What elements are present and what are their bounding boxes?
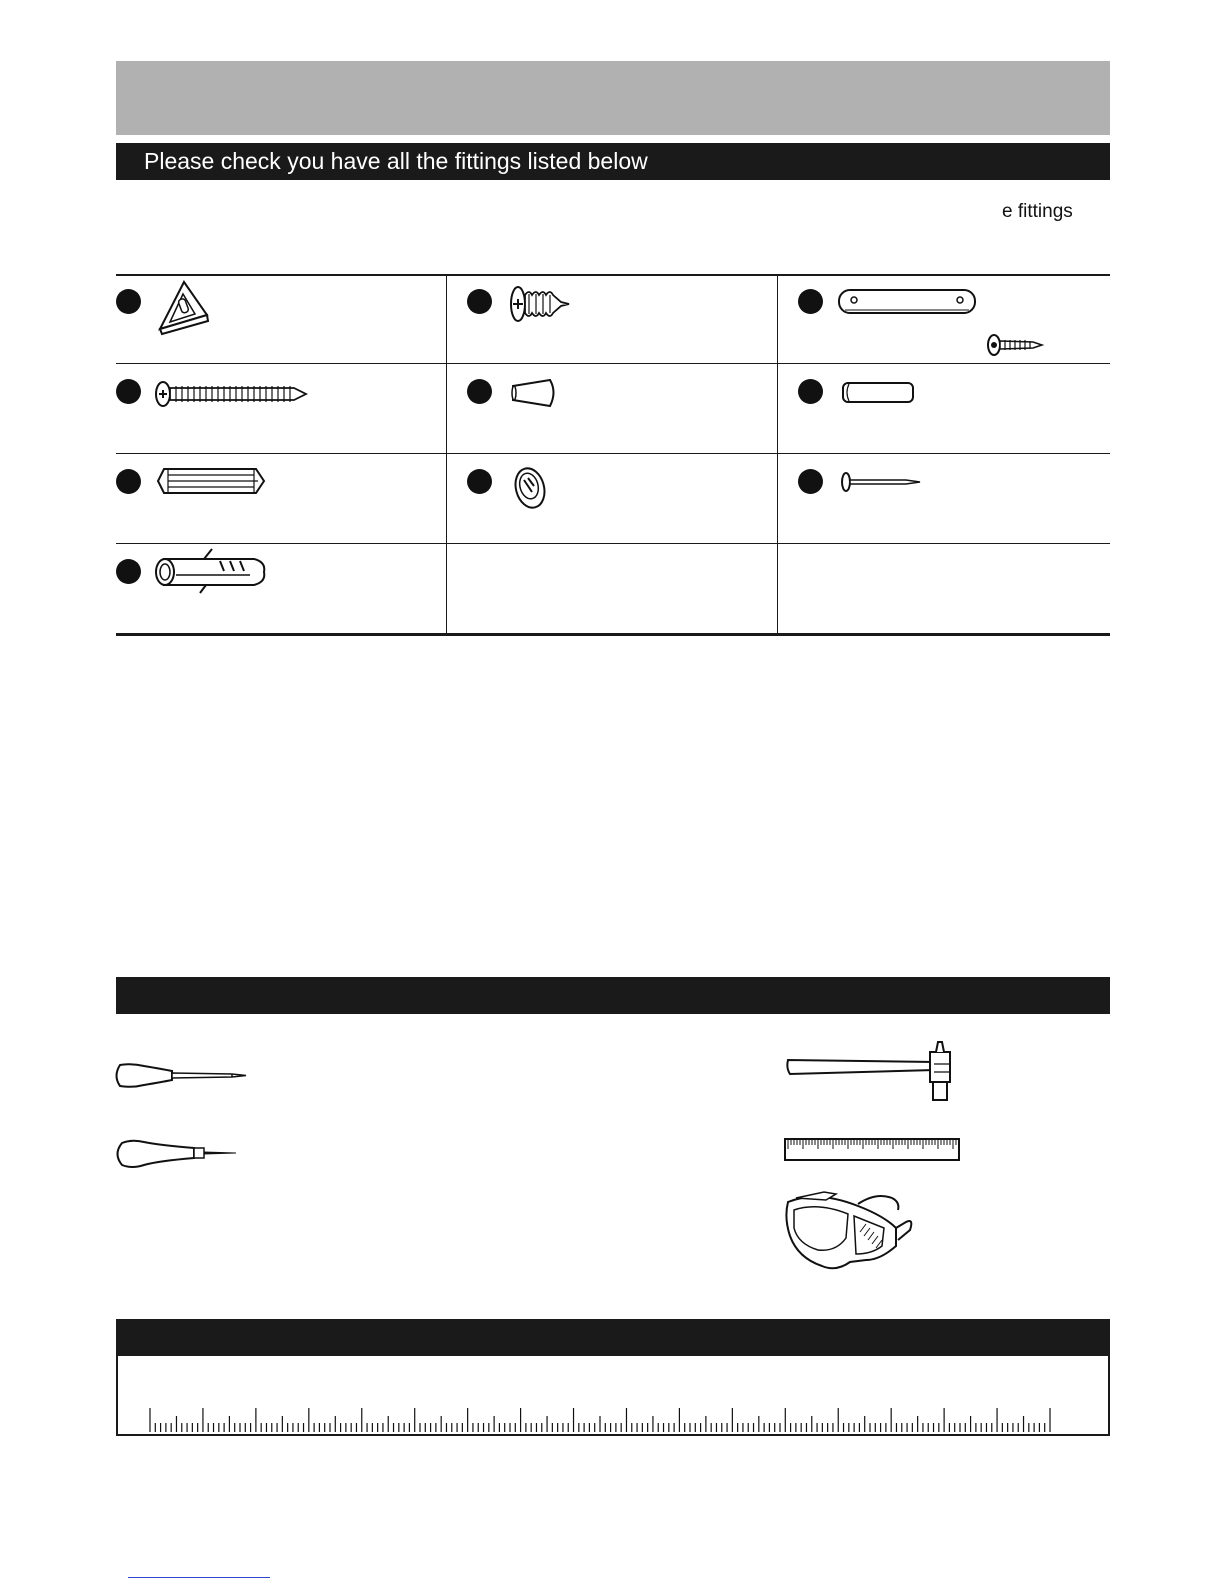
pan-head-screw-icon (509, 284, 573, 324)
screwdriver-icon (114, 1061, 250, 1091)
cam-lock-icon (512, 464, 552, 512)
fitting-badge (467, 379, 492, 404)
fluted-dowel-icon (156, 466, 268, 496)
fitting-badge (798, 469, 823, 494)
fitting-cell (116, 544, 447, 634)
fitting-cell (116, 364, 447, 454)
fitting-badge (467, 289, 492, 314)
corner-bracket-icon (157, 279, 211, 335)
fitting-badge (116, 289, 141, 314)
long-screw-icon (154, 379, 314, 409)
fitting-cell-empty (798, 544, 1129, 634)
measuring-tape-icon (784, 1138, 960, 1162)
dowel-icon (841, 381, 917, 405)
fittings-grid (116, 274, 1110, 642)
fitting-badge (116, 469, 141, 494)
tools-section-bar (116, 977, 1110, 1014)
fitting-badge (116, 559, 141, 584)
fitting-badge (467, 469, 492, 494)
fitting-cell (467, 274, 798, 364)
fitting-cell (798, 364, 1129, 454)
safety-glasses-icon (784, 1188, 916, 1280)
fitting-badge (798, 379, 823, 404)
hammer-icon (784, 1040, 964, 1106)
fitting-cell (116, 274, 447, 364)
cover-cap-icon (510, 378, 560, 408)
fitting-cell (467, 454, 798, 544)
fitting-cell (116, 454, 447, 544)
fitting-cell (467, 364, 798, 454)
fittings-section-title: Please check you have all the fittings listed below (144, 148, 648, 174)
connector-plate-with-screw-icon (837, 288, 1107, 362)
wall-plug-icon (154, 547, 270, 597)
fitting-badge (116, 379, 141, 404)
fitting-cell-empty (467, 544, 798, 634)
header-band (116, 61, 1110, 135)
fitting-cell (798, 454, 1129, 544)
fittings-section-bar (116, 143, 1110, 180)
ruler-ticks (148, 1406, 1060, 1434)
fittings-note: e fittings (1002, 201, 1073, 222)
bradawl-icon (114, 1137, 240, 1171)
fitting-badge (798, 289, 823, 314)
fitting-cell (798, 274, 1129, 364)
footer-link[interactable] (128, 1577, 270, 1578)
nail-icon (840, 471, 922, 493)
